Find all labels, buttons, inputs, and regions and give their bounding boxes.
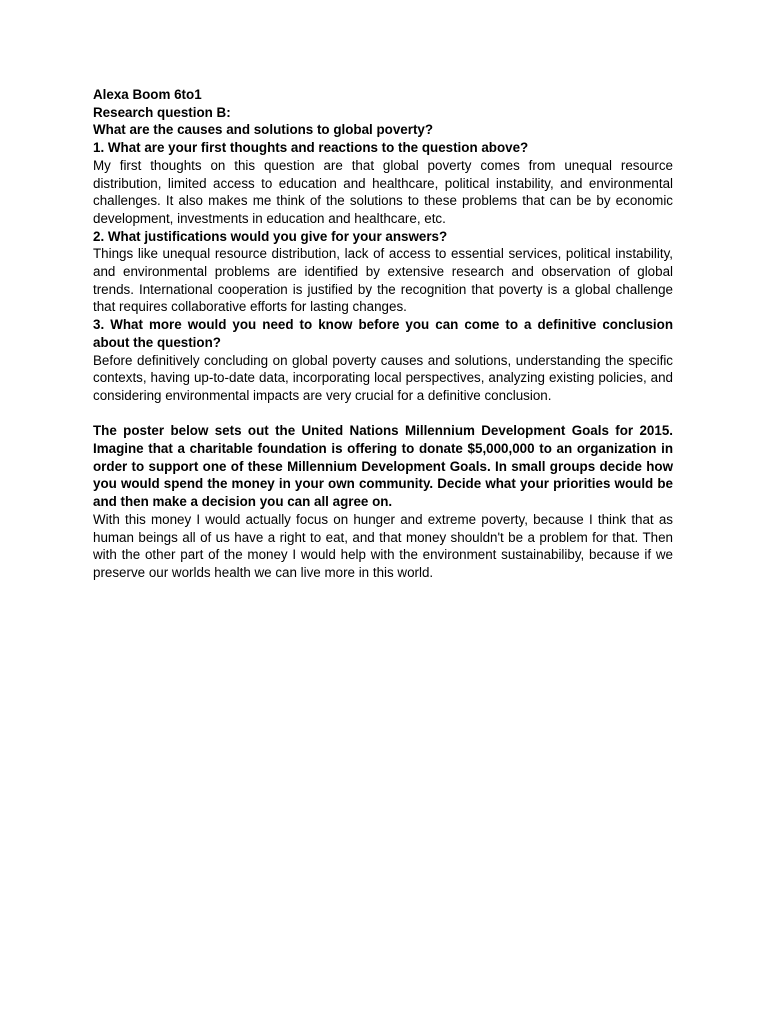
poster-prompt: The poster below sets out the United Nations Millennium Development Goals for 2015. Imagine that a charitable foundation is offering to donate $5,000,000 to an organization in order to support one of these Millennium Development Goals. In small groups decide how you would spend the money in your own community. Decide what your priorities would be and then make a decision you can all agree on. [93, 423, 673, 510]
research-heading: Research question B: [93, 104, 231, 120]
author-line: Alexa Boom 6to1 [93, 87, 202, 102]
question-3: 3. What more would you need to know before you can come to a definitive conclusion about the question? [93, 317, 673, 350]
answer-1: My first thoughts on this question are that global poverty comes from unequal resource distribution, limited access to education and healthcare, political instability, and environmental challenges. It also makes me think of the solutions to these problems that can be by economic development, investments in education and healthcare, etc. [93, 157, 673, 226]
answer-2: Things like unequal resource distribution, lack of access to essential services, political instability, and environmental problems are identified by extensive research and observation of global trends. International cooperation is justified by the recognition that poverty is a global challenge that requires collaborative efforts for lasting changes. [93, 246, 673, 315]
question-1: 1. What are your first thoughts and reactions to the question above? [93, 140, 529, 156]
paragraph-spacer [93, 405, 673, 423]
main-question: What are the causes and solutions to global poverty? [93, 122, 434, 138]
document-page [93, 86, 673, 582]
answer-3: Before definitively concluding on global poverty causes and solutions, understanding the specific contexts, having up-to-date data, incorporating local perspectives, analyzing existing policies, and considering environmental impacts are very crucial for a definitive conclusion. [93, 352, 673, 403]
question-2: 2. What justifications would you give for your answers? [93, 228, 448, 244]
student-response: With this money I would actually focus on hunger and extreme poverty, because I think that as human beings all of us have a right to eat, and that money shouldn't be a problem for that. Then with the other part of the money I would help with the environment sustainabiliby, because if we preserve our worlds health we can live more in this world. [93, 511, 673, 580]
